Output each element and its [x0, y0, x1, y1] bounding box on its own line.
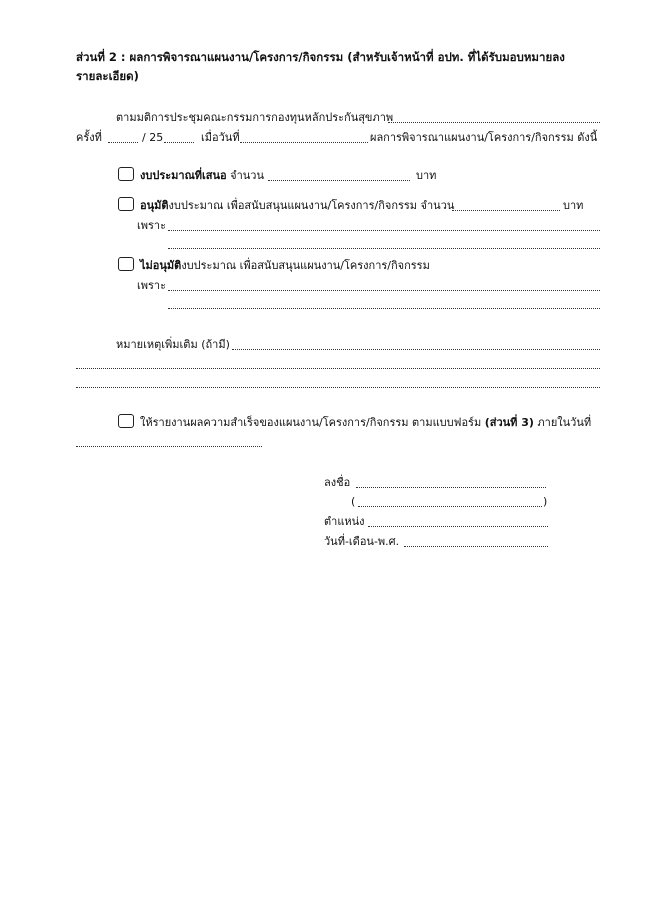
- approved-checkbox[interactable]: [118, 197, 134, 211]
- report-text: [140, 415, 591, 431]
- report-text-before: ให้รายงานผลความสำเร็จของแผนงาน/โครงการ/กิจกรรม ตามแบบฟอร์ม: [140, 416, 485, 429]
- position-label: ตำแหน่ง: [324, 515, 365, 528]
- sign-date-label: วันที่-เดือน-พ.ศ.: [324, 535, 400, 548]
- remarks-field-3[interactable]: [76, 387, 600, 388]
- position-field[interactable]: [368, 526, 548, 527]
- proposed-budget-label: [140, 168, 264, 184]
- meeting-intro: ตามมติการประชุมคณะกรรมการกองทุนหลักประกันสุขภาพ: [116, 111, 394, 124]
- proposed-budget-text: จำนวน: [226, 169, 264, 182]
- report-section-ref: (ส่วนที่ 3): [484, 416, 534, 429]
- section-title-line1: ส่วนที่ 2 : ผลการพิจารณาแผนงาน/โครงการ/กิจกรรม (สำหรับเจ้าหน้าที่ อปท. ที่ได้รับมอบหมายลง: [76, 50, 565, 64]
- session-label: ครั้งที่: [76, 131, 102, 144]
- approved-amount-field[interactable]: [452, 210, 560, 211]
- rejected-reason-field-2[interactable]: [168, 308, 600, 309]
- remarks-field-1[interactable]: [232, 349, 600, 350]
- approved-unit: บาท: [563, 199, 584, 212]
- proposed-budget-checkbox[interactable]: [118, 167, 134, 181]
- rejected-checkbox[interactable]: [118, 257, 134, 271]
- year-prefix: / 25: [142, 131, 164, 144]
- meeting-date-field[interactable]: [240, 142, 368, 143]
- approved-reason-label: เพราะ: [137, 219, 167, 232]
- approved-label: [140, 198, 454, 214]
- proposed-unit: บาท: [416, 169, 437, 182]
- name-open-paren: (: [351, 495, 356, 508]
- sign-date-field[interactable]: [404, 546, 548, 547]
- approved-bold: อนุมัติ: [140, 199, 169, 212]
- report-text-after: ภายในวันที่: [533, 416, 592, 429]
- printed-name-field[interactable]: [358, 506, 542, 507]
- approved-text: งบประมาณ เพื่อสนับสนุนแผนงาน/โครงการ/กิจกรรม จำนวน: [168, 199, 455, 212]
- meeting-result-text: ผลการพิจารณาแผนงาน/โครงการ/กิจกรรม ดังนี้: [370, 131, 598, 144]
- sign-label: ลงชื่อ: [324, 476, 351, 489]
- report-due-date-field[interactable]: [76, 446, 262, 447]
- session-number-field[interactable]: [108, 142, 138, 143]
- section-title-line2: รายละเอียด): [76, 69, 139, 83]
- remarks-field-2[interactable]: [76, 368, 600, 369]
- year-field[interactable]: [164, 142, 194, 143]
- signature-field[interactable]: [356, 487, 546, 488]
- name-close-paren: ): [543, 495, 548, 508]
- fund-name-field[interactable]: [388, 122, 600, 123]
- approved-reason-field-1[interactable]: [168, 230, 600, 231]
- rejected-text: งบประมาณ เพื่อสนับสนุนแผนงาน/โครงการ/กิจกรรม: [181, 259, 430, 272]
- report-checkbox[interactable]: [118, 414, 134, 428]
- remarks-label: หมายเหตุเพิ่มเติม (ถ้ามี): [116, 338, 230, 351]
- rejected-reason-label: เพราะ: [137, 279, 167, 292]
- rejected-label: [140, 258, 430, 274]
- approved-reason-field-2[interactable]: [168, 248, 600, 249]
- proposed-budget-bold: งบประมาณที่เสนอ: [140, 169, 227, 182]
- meeting-date-label: เมื่อวันที่: [201, 131, 240, 144]
- proposed-amount-field[interactable]: [268, 180, 410, 181]
- rejected-reason-field-1[interactable]: [168, 290, 600, 291]
- rejected-bold: ไม่อนุมัติ: [140, 259, 182, 272]
